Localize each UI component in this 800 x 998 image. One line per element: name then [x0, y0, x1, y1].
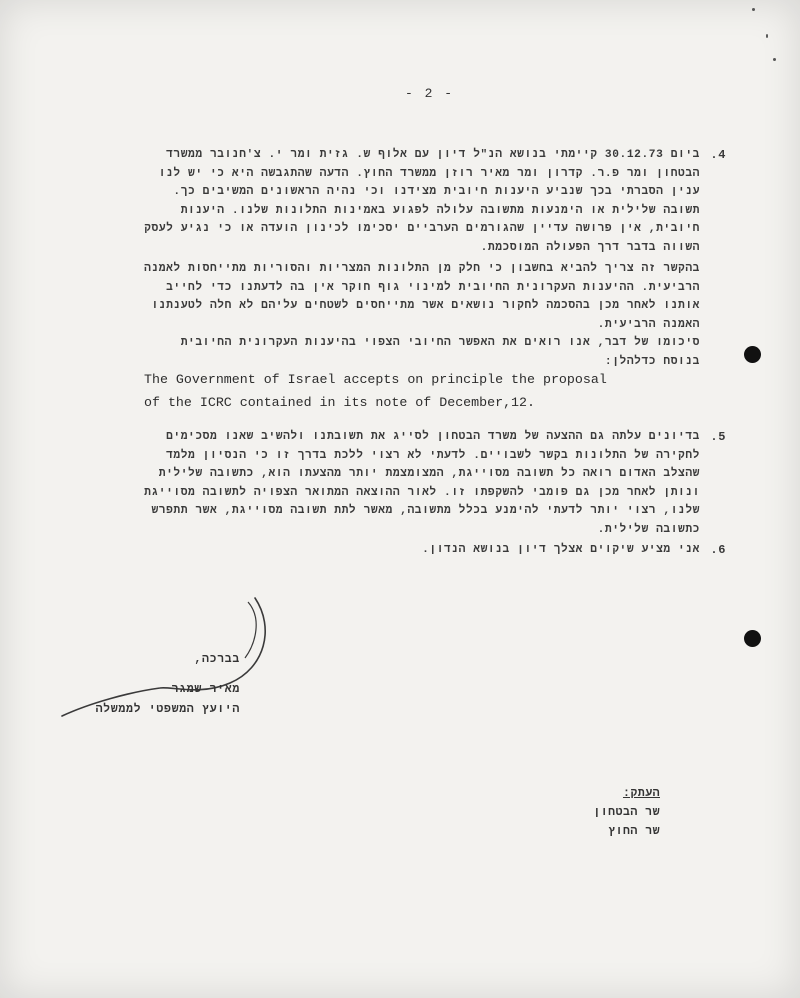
- paragraph-line: הבטחון ומר פ.ר. קדרון ומר מאיר רוזן ממשרד החוץ. הדעה שהתגבשה היא כי יש לנו: [158, 167, 700, 180]
- paragraph-5: [130, 428, 726, 539]
- copy-recipient: שר החוץ: [608, 825, 660, 838]
- paragraph-line: שלנו, רצוי יותר לדעתי להימנע בכלל מתשובה, מאשר לתת תשובה מסוייגת, אשר תתפרש: [151, 505, 700, 517]
- scan-speck: [766, 34, 768, 38]
- copies-label: העתק:: [622, 787, 660, 800]
- paragraph-line: ביום 30.12.73 קיימתי בנושא הנ"ל דיון עם אלוף ש. גזית ומר י. צ'חנובר ממשרד: [166, 149, 700, 161]
- paragraph-line: בנוסח כדלהלן:: [604, 355, 700, 368]
- paragraph-line: בהקשר זה צריך להביא בחשבון כי חלק מן התלונות המצריות והסוריות מתייחסות לאמנה: [144, 263, 700, 275]
- paragraph-line: השווה בדבר דרך הפעולה המוסכמת.: [480, 241, 700, 254]
- paragraph-number: .6: [710, 543, 726, 557]
- english-quote-line-1: The Government of Israel accepts on principle the proposal: [144, 372, 607, 387]
- paragraph-line: ענין הסברתי בכך שנביע היענות חיובית מצידנו וכי נהיה הראשונים המשיבים כך.: [173, 186, 700, 198]
- closing-greeting: בברכה,: [194, 653, 240, 666]
- english-quote-line-2: of the ICRC contained in its note of December,12.: [144, 395, 535, 410]
- page-number: - 2 -: [405, 86, 455, 101]
- signer-name: מאיר שמגר: [171, 683, 240, 696]
- paragraph-line: הרביעית. ההיענות העקרונית החיובית למינוי גוף חוקר אין בה לדעתנו כדי לחייב: [166, 281, 700, 294]
- paragraph-line: כתשובה שלילית.: [597, 523, 700, 536]
- paragraph-line: סיכומו של דבר, אנו רואים את האפשר החיובי הצפוי בהיענות העקרונית החיובית: [180, 337, 700, 349]
- copies-block: [540, 784, 660, 841]
- closing-block: [80, 650, 240, 720]
- paragraph-number: .4: [710, 148, 726, 162]
- paragraph-context: [130, 260, 700, 371]
- paragraph-line: שהצלב האדום רואה כל תשובה מסוייגת, המצומצמת יותר מהצעתו הוא, כתשובה שלילית: [158, 468, 700, 480]
- paragraph-line: אני מציע שיקוים אצלך דיון בנושא הנדון.: [422, 544, 700, 556]
- scan-speck: [773, 58, 776, 61]
- paragraph-line: ונותן לאחר מכן גם פומבי להשקפתו זו. לאור ההוצאה המתואר הצפויה לתשובה מסוייגת: [144, 486, 700, 499]
- paragraph-line: אותנו לאחר מכן בהסכמה לחקור נושאים אשר מתייחסים לשטחים עליהם לא חלה לטענתנו: [151, 300, 700, 312]
- paragraph-6: [130, 541, 726, 560]
- paragraph-line: חיובית, אין פרושה עדיין שהגורמים הערביים יסכימו לכינון הועדה או כי נגיע לעסק: [144, 223, 700, 235]
- paragraph-4: [130, 146, 726, 257]
- punch-hole: [744, 346, 761, 363]
- paragraph-line: לחקירה של התלונות בקשר לשבויים. לדעתי לא רצוי ללכת בדרך זו כי הנסיון מלמד: [166, 449, 700, 462]
- paragraph-number: .5: [710, 430, 726, 444]
- paragraph-line: האמנה הרביעית.: [597, 318, 700, 331]
- scan-speck: [752, 8, 755, 11]
- english-quote: [144, 368, 607, 414]
- signer-title: היועץ המשפטי לממשלה: [95, 703, 240, 716]
- paragraph-line: בדיונים עלתה גם ההצעה של משרד הבטחון לסייג את תשובתנו ולהשיב שאנו מסכימים: [166, 431, 700, 443]
- punch-hole: [744, 630, 761, 647]
- copy-recipient: שר הבטחון: [593, 806, 660, 819]
- paragraph-line: תשובה שלילית או הימנעות מתשובה עלולה לפגוע באמינות התלונות שלנו. היענות: [180, 204, 700, 217]
